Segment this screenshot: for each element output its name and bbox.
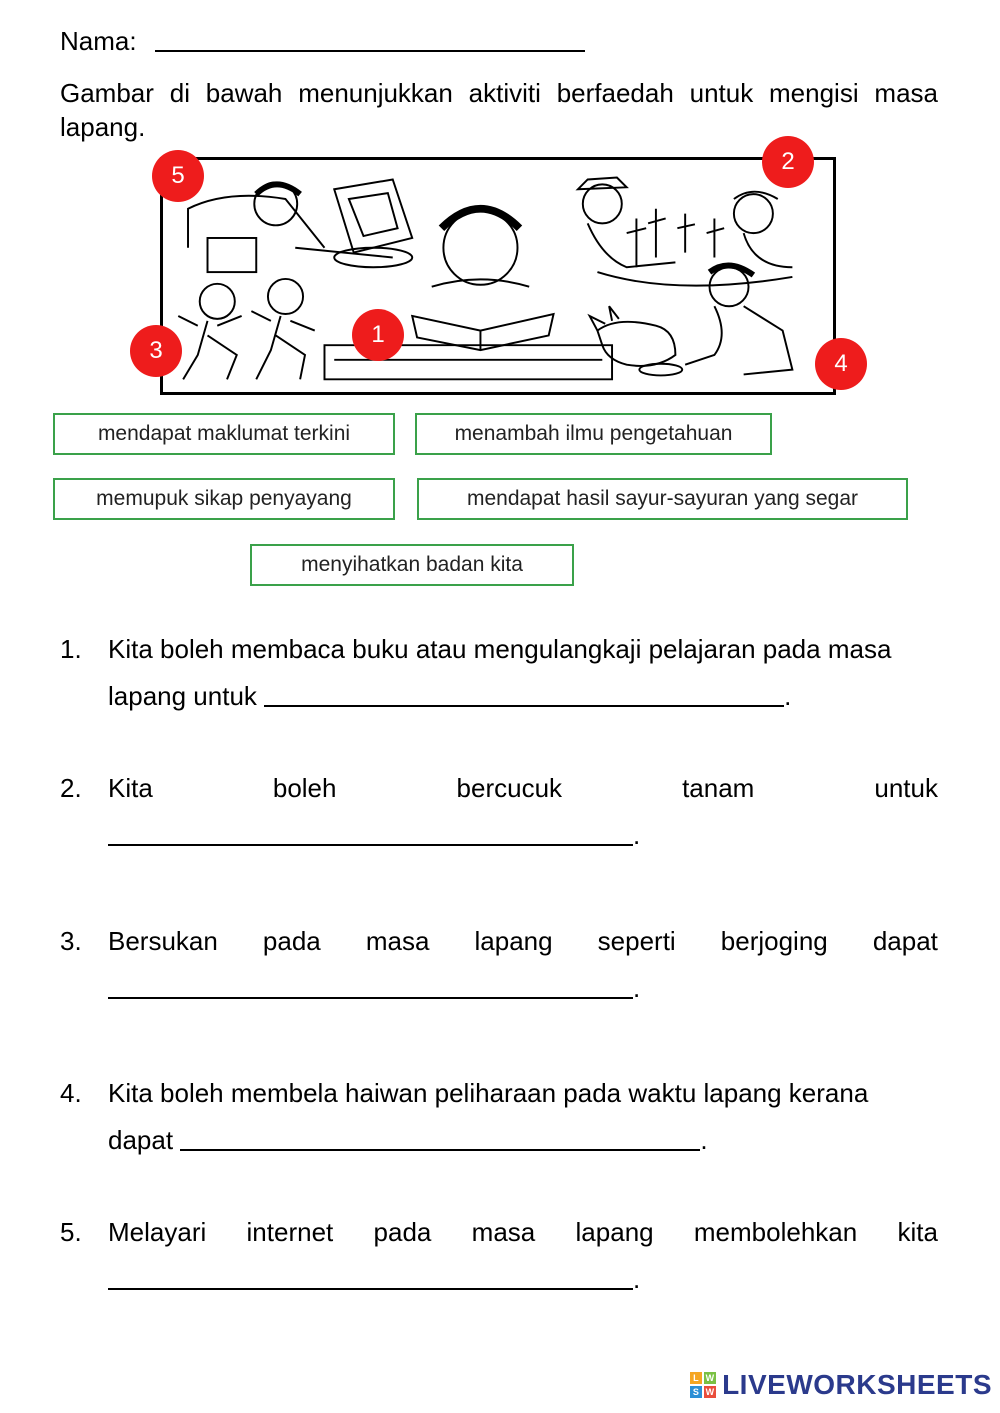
option-ilmu-pengetahuan[interactable]: menambah ilmu pengetahuan: [415, 413, 772, 455]
activities-drawing: [163, 160, 833, 392]
question-number: 4.: [60, 1078, 82, 1108]
question-text: Kita boleh bercucuk tanam untuk: [108, 773, 938, 803]
question-text: Kita boleh membela haiwan peliharaan pada waktu lapang kerana: [108, 1078, 869, 1108]
name-label: Nama:: [60, 26, 137, 56]
logo-mark-icon: L W S W: [690, 1372, 716, 1398]
marker-2: 2: [762, 136, 814, 188]
option-sayur-sayuran[interactable]: mendapat hasil sayur-sayuran yang segar: [417, 478, 908, 520]
marker-3: 3: [130, 325, 182, 377]
question-text: Bersukan pada masa lapang seperti berjoging dapat: [108, 926, 938, 956]
instruction-text: Gambar di bawah menunjukkan aktiviti berfaedah untuk mengisi masa lapang.: [60, 78, 938, 142]
answer-blank-4[interactable]: [180, 1127, 700, 1151]
answer-blank-3[interactable]: [108, 975, 633, 999]
question-1: 1. Kita boleh membaca buku atau mengulangkaji pelajaran pada masa lapang untuk .: [60, 632, 938, 713]
marker-1: 1: [352, 309, 404, 361]
question-prefix: lapang untuk: [108, 681, 257, 711]
question-number: 3.: [60, 926, 82, 956]
marker-4: 4: [815, 338, 867, 390]
question-number: 2.: [60, 773, 82, 803]
activities-illustration: [160, 157, 836, 395]
option-menyihatkan-badan[interactable]: menyihatkan badan kita: [250, 544, 574, 586]
answer-blank-5[interactable]: [108, 1266, 633, 1290]
question-5: 5. Melayari internet pada masa lapang membolehkan kita .: [60, 1217, 938, 1294]
logo-text: LIVEWORKSHEETS: [722, 1369, 992, 1400]
question-number: 1.: [60, 634, 82, 664]
question-text: Kita boleh membaca buku atau mengulangkaji pelajaran pada masa: [108, 634, 892, 664]
question-number: 5.: [60, 1217, 82, 1247]
question-prefix: dapat: [108, 1125, 174, 1155]
option-sikap-penyayang[interactable]: memupuk sikap penyayang: [53, 478, 395, 520]
liveworksheets-logo: [690, 1369, 992, 1401]
question-2: 2. Kita boleh bercucuk tanam untuk .: [60, 773, 938, 850]
option-maklumat-terkini[interactable]: mendapat maklumat terkini: [53, 413, 395, 455]
answer-blank-1[interactable]: [264, 683, 784, 707]
question-3: 3. Bersukan pada masa lapang seperti berjoging dapat .: [60, 926, 938, 1003]
question-4: 4. Kita boleh membela haiwan peliharaan pada waktu lapang kerana dapat .: [60, 1076, 938, 1157]
answer-blank-2[interactable]: [108, 822, 633, 846]
name-input-line[interactable]: [155, 28, 585, 52]
question-text: Melayari internet pada masa lapang membolehkan kita: [108, 1217, 938, 1247]
marker-5: 5: [152, 150, 204, 202]
name-row: [60, 24, 585, 58]
